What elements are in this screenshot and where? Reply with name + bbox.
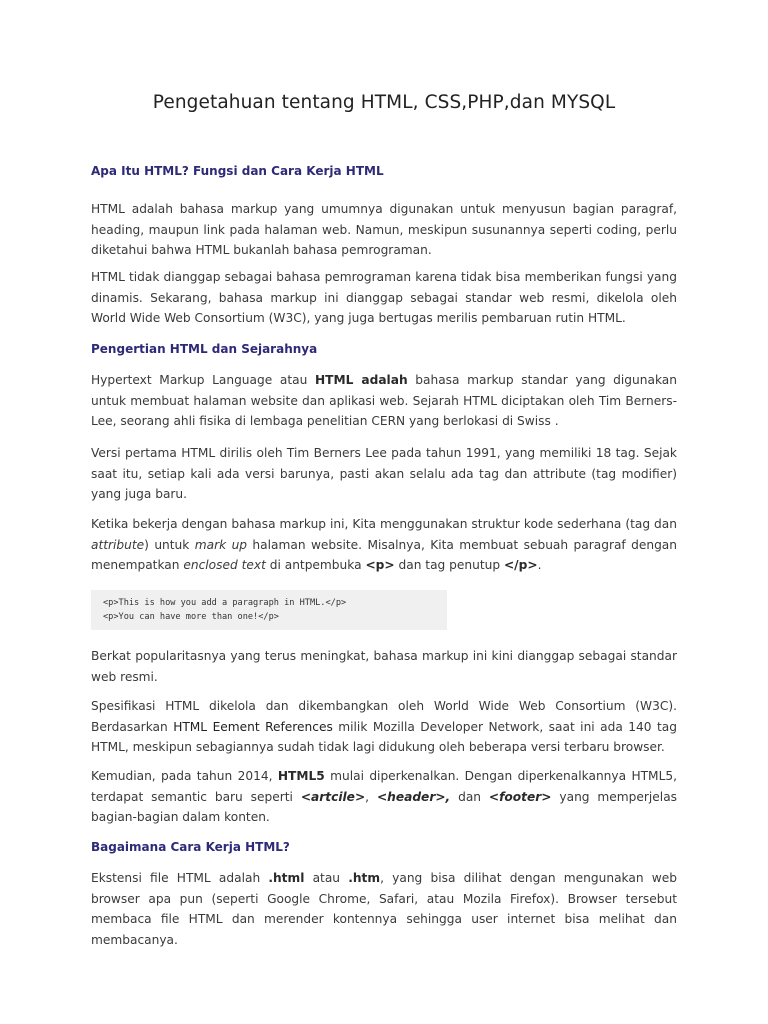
text-run: di antpembuka — [265, 558, 366, 572]
inline-tag: <header>, — [376, 789, 451, 804]
text-run: Ekstensi file HTML adalah — [91, 871, 269, 885]
paragraph — [91, 868, 677, 950]
text-run: bahasa markup standar yang digunakan untuk membuat halaman website dan aplikasi web. Sejarah HTML diciptakan oleh Tim Berners-Lee, seorang ahli fisika di lembaga penelitian CERN yang berlokasi di Swiss . — [91, 373, 677, 428]
paragraph — [91, 370, 677, 432]
italic-text: enclosed text — [183, 558, 266, 572]
code-line: <p>This is how you add a paragraph in HTML.</p> — [103, 598, 347, 608]
bold-text: .htm — [348, 871, 381, 885]
text-run: Spesifikasi HTML dikelola dan dikembangkan oleh World Wide Web Consortium (W3C). Berdasarkan — [91, 699, 677, 734]
bold-text: .html — [268, 871, 305, 885]
bold-text: HTML adalah — [314, 373, 408, 387]
text-run: , yang bisa dilihat dengan mengunakan web browser apa pun (seperti Google Chrome, Safari, atau Mozila Firefox). Browser tersebut membaca file HTML dan merender kontennya sehingga user internet bisa melihat dan membacanya. — [91, 871, 677, 947]
text-run: halaman website. Misalnya, Kita membuat sebuah paragraf dengan menempatkan — [91, 537, 678, 572]
heading-pengertian-html: Pengertian HTML dan Sejarahnya — [91, 342, 318, 356]
inline-tag: <artcile> — [300, 789, 366, 804]
paragraph — [91, 696, 677, 758]
bold-text: HTML5 — [277, 769, 325, 783]
text-run: yang memperjelas bagian-bagian dalam konten. — [91, 789, 678, 824]
text-run: Ketika bekerja dengan bahasa markup ini, Kita menggunakan struktur kode sederhana (tag dan — [91, 517, 677, 531]
italic-text: mark up — [194, 537, 248, 552]
paragraph: Berkat popularitasnya yang terus meningkat, bahasa markup ini kini dianggap sebagai standar web resmi. — [91, 649, 677, 684]
text-run: Kemudian, pada tahun 2014, — [91, 769, 278, 783]
html-element-references-link[interactable]: HTML Eement References — [173, 719, 333, 734]
paragraph: HTML adalah bahasa markup yang umumnya digunakan untuk menyusun bagian paragraf, heading, maupun link pada halaman web. Namun, meskipun susunannya seperti coding, perlu diketahui bahwa HTML bukanlah bahasa pemrograman. — [91, 202, 677, 257]
text-run: dan — [450, 789, 489, 804]
paragraph — [91, 514, 677, 576]
heading-cara-kerja-html: Bagaimana Cara Kerja HTML? — [91, 840, 290, 854]
italic-text: attribute — [91, 537, 145, 552]
code-line: <p>You can have more than one!</p> — [103, 612, 279, 622]
paragraph: HTML tidak dianggap sebagai bahasa pemrograman karena tidak bisa memberikan fungsi yang dinamis. Sekarang, bahasa markup ini dianggap sebagai standar web resmi, dikelola oleh World Wide Web Consortium (W3C), yang juga bertugas merilis pembaruan rutin HTML. — [91, 270, 677, 325]
text-run: atau — [304, 871, 349, 885]
inline-tag: </p> — [503, 558, 538, 572]
inline-tag: <p> — [365, 558, 395, 572]
text-run: , — [365, 789, 377, 804]
text-run: Hypertext Markup Language atau — [91, 373, 315, 387]
code-block — [91, 590, 447, 630]
heading-apa-itu-html: Apa Itu HTML? Fungsi dan Cara Kerja HTML — [91, 164, 384, 178]
text-run: . — [537, 558, 542, 572]
text-run: dan tag penutup — [394, 558, 504, 572]
inline-tag: <footer> — [488, 789, 552, 804]
document-title: Pengetahuan tentang HTML, CSS,PHP,dan MYSQL — [152, 92, 616, 113]
paragraph: Versi pertama HTML dirilis oleh Tim Berners Lee pada tahun 1991, yang memiliki 18 tag. Sejak saat itu, setiap kali ada versi barunya, pasti akan selalu ada tag dan attribute (tag modifier) yang juga baru. — [91, 446, 677, 501]
paragraph — [91, 766, 677, 828]
text-run: mulai diperkenalkan. Dengan diperkenalkannya HTML5, terdapat semantic baru seperti — [91, 769, 677, 804]
text-run: milik Mozilla Developer Network, saat ini ada 140 tag HTML, meskipun sebagiannya sudah tidak lagi didukung oleh beberapa versi terbaru browser. — [91, 719, 677, 754]
text-run: ) untuk — [144, 537, 195, 552]
